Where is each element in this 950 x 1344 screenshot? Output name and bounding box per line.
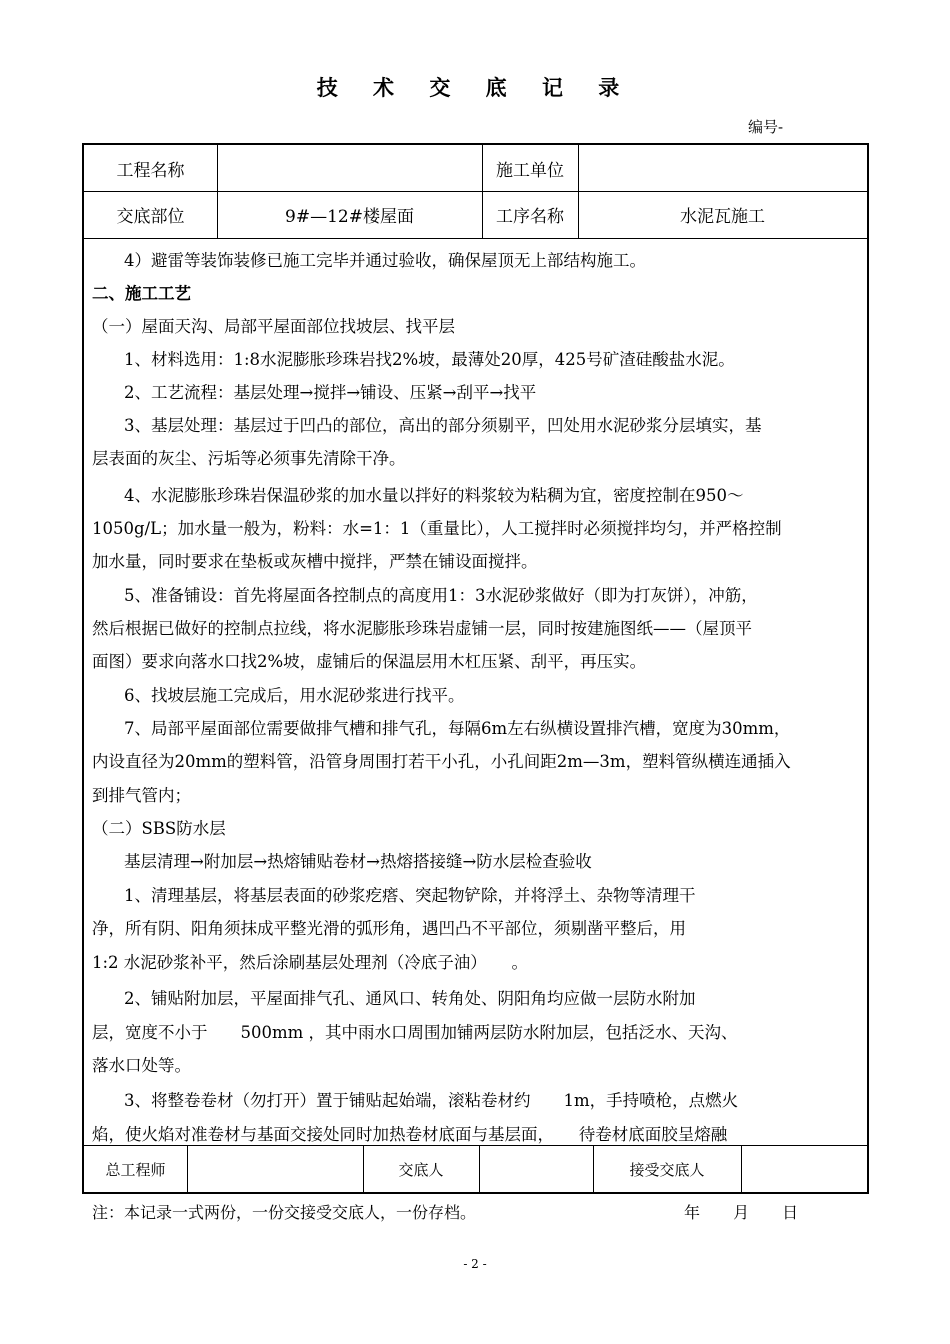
content-line: 6、找坡层施工完成后，用水泥砂浆进行找平。 [124,686,465,705]
content-line: 然后根据已做好的控制点拉线，将水泥膨胀珍珠岩虚铺一层，同时按建施图纸——（屋顶平 [92,619,752,638]
content-line: 7、局部平屋面部位需要做排气槽和排气孔，每隔6m左右纵横设置排汽槽，宽度为30mm， [124,719,791,738]
content-line: 焰，使火焰对准卷材与基面交接处同时加热卷材底面与基层面， 待卷材底面胶呈熔融 [92,1125,728,1144]
content-line: 层，宽度不小于 500mm ，其中雨水口周围加铺两层防水附加层，包括泛水、天沟、 [92,1023,738,1042]
construction-unit-label: 施工单位 [496,160,564,181]
process-value: 水泥瓦施工 [680,207,765,227]
divider [578,145,579,238]
content-line: 落水口处等。 [92,1056,191,1075]
content-line: 1:2 水泥砂浆补平，然后涂刷基层处理剂（冷底子油） 。 [92,953,529,972]
content-line: 加水量，同时要求在垫板或灰槽中搅拌，严禁在铺设面搅拌。 [92,552,538,571]
content-line: 层表面的灰尘、污垢等必须事先清除干净。 [92,449,406,468]
content-line: （一）屋面天沟、局部平屋面部位找坡层、找平层 [92,317,455,336]
page-title: 技 术 交 底 记 录 [316,76,634,100]
header-row-2 [84,191,867,239]
signature-row [84,1145,867,1193]
content-line: 内设直径为20mm的塑料管，沿管身周围打若干小孔，小孔间距2m—3m，塑料管纵横连通插入 [92,752,791,771]
content-line: 到排气管内； [92,786,191,805]
content-line: 面图）要求向落水口找2%坡，虚铺后的保温层用木杠压紧、刮平，再压实。 [92,652,647,671]
divider [217,145,218,238]
record-note: 注：本记录一式两份，一份交接受交底人，一份存档。 [92,1203,477,1222]
location-value: 9#—12#楼屋面 [285,207,414,227]
content-line: 2、工艺流程：基层处理→搅拌→铺设、压紧→刮平→找平 [124,383,537,402]
content-line: 4、水泥膨胀珍珠岩保温砂浆的加水量以拌好的料浆较为粘稠为宜，密度控制在950～ [124,486,744,505]
content-line: 净，所有阴、阳角须抹成平整光滑的弧形角，遇凹凸不平部位，须剔凿平整后，用 [92,919,686,938]
header-row-1 [84,145,867,192]
content-line: 4）避雷等装饰装修已施工完毕并通过验收，确保屋顶无上部结构施工。 [124,251,646,270]
receiver-value [741,1146,867,1193]
chief-engineer-value [187,1146,363,1193]
location-label: 交底部位 [116,207,185,227]
project-name-value [217,145,482,191]
presenter-value [479,1146,593,1193]
content-line: 二、施工工艺 [92,284,191,303]
record-sheet [82,143,869,1194]
project-name-label: 工程名称 [116,160,185,181]
presenter-label: 交底人 [398,1161,444,1179]
content-line: 5、准备铺设：首先将屋面各控制点的高度用1：3水泥砂浆做好（即为打灰饼），冲筋， [124,586,758,605]
content-line: 2、铺贴附加层，平屋面排气孔、通风口、转角处、阴阳角均应做一层防水附加 [124,989,696,1008]
date-labels: 年 月 日 [684,1203,799,1222]
chief-engineer-label: 总工程师 [105,1161,166,1179]
content-line: 3、将整卷卷材（勿打开）置于铺贴起始端，滚粘卷材约 1m，手持喷枪，点燃火 [124,1091,739,1110]
doc-number-label: 编号- [748,118,784,136]
content-line: 1、材料选用：1:8水泥膨胀珍珠岩找2%坡，最薄处20厚，425号矿渣硅酸盐水泥。 [124,350,735,369]
content-line: 1、清理基层，将基层表面的砂浆疙瘩、突起物铲除，并将浮土、杂物等清理干 [124,886,696,905]
receiver-label: 接受交底人 [629,1161,705,1179]
content-line: 基层清理→附加层→热熔铺贴卷材→热熔搭接缝→防水层检查验收 [124,852,592,871]
process-label: 工序名称 [496,207,564,227]
content-line: 3、基层处理：基层过于凹凸的部位，高出的部分须剔平，凹处用水泥砂浆分层填实，基 [124,416,762,435]
content-line: 1050g/L；加水量一般为，粉料：水=1：1（重量比），人工搅拌时必须搅拌均匀，并严格控制 [92,519,782,538]
construction-unit-value [578,145,867,191]
page-number: - 2 - [463,1257,487,1271]
disclosure-content [84,239,867,1144]
divider [482,145,483,238]
content-line: （二）SBS防水层 [92,819,226,838]
